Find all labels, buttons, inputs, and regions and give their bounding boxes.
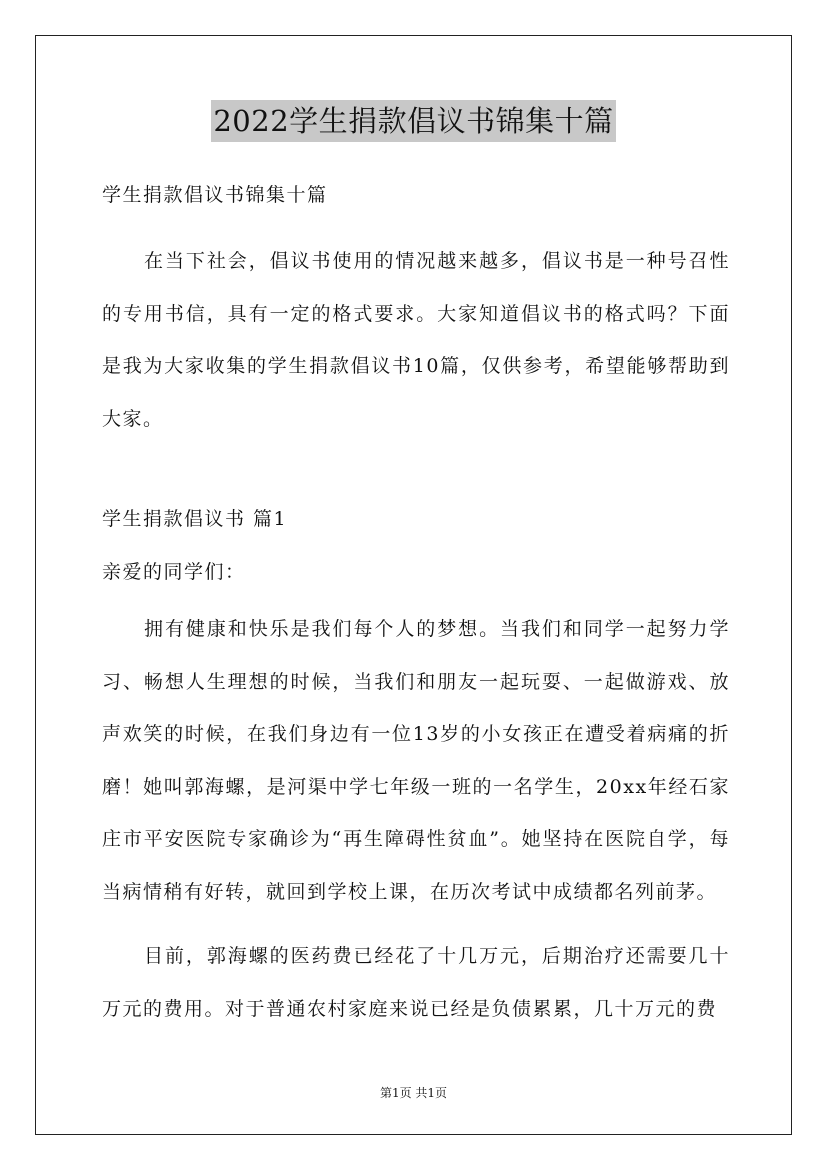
salutation: 亲爱的同学们：	[102, 561, 246, 583]
body-paragraph-2: 目前，郭海螺的医药费已经花了十几万元，后期治疗还需要几十万元的费用。对于普通农村家庭来说已经是负债累累，几十万元的费	[102, 945, 730, 1020]
section-heading: 学生捐款倡议书 篇1	[102, 508, 288, 530]
document-title: 2022学生捐款倡议书锦集十篇	[211, 100, 615, 142]
page-number-footer: 第1页 共1页	[379, 1086, 448, 1100]
body-paragraph-1: 拥有健康和快乐是我们每个人的梦想。当我们和同学一起努力学习、畅想人生理想的时候，当我们和朋友一起玩耍、一起做游戏、放声欢笑的时候，在我们身边有一位13岁的小女孩正在遭受着病痛的折磨！她叫郭海螺，是河渠中学七年级一班的一名学生，20xx年经石家庄市平安医院专家确诊为“再生障碍性贫血”。她坚持在医院自学，每当病情稍有好转，就回到学校上课，在历次考试中成绩都名列前茅。	[102, 618, 730, 903]
intro-paragraph: 在当下社会，倡议书使用的情况越来越多，倡议书是一种号召性的专用书信，具有一定的格式要求。大家知道倡议书的格式吗？下面是我为大家收集的学生捐款倡议书10篇，仅供参考，希望能够帮助到大家。	[102, 250, 730, 430]
title-container	[0, 100, 827, 142]
document-subtitle: 学生捐款倡议书锦集十篇	[102, 184, 328, 206]
